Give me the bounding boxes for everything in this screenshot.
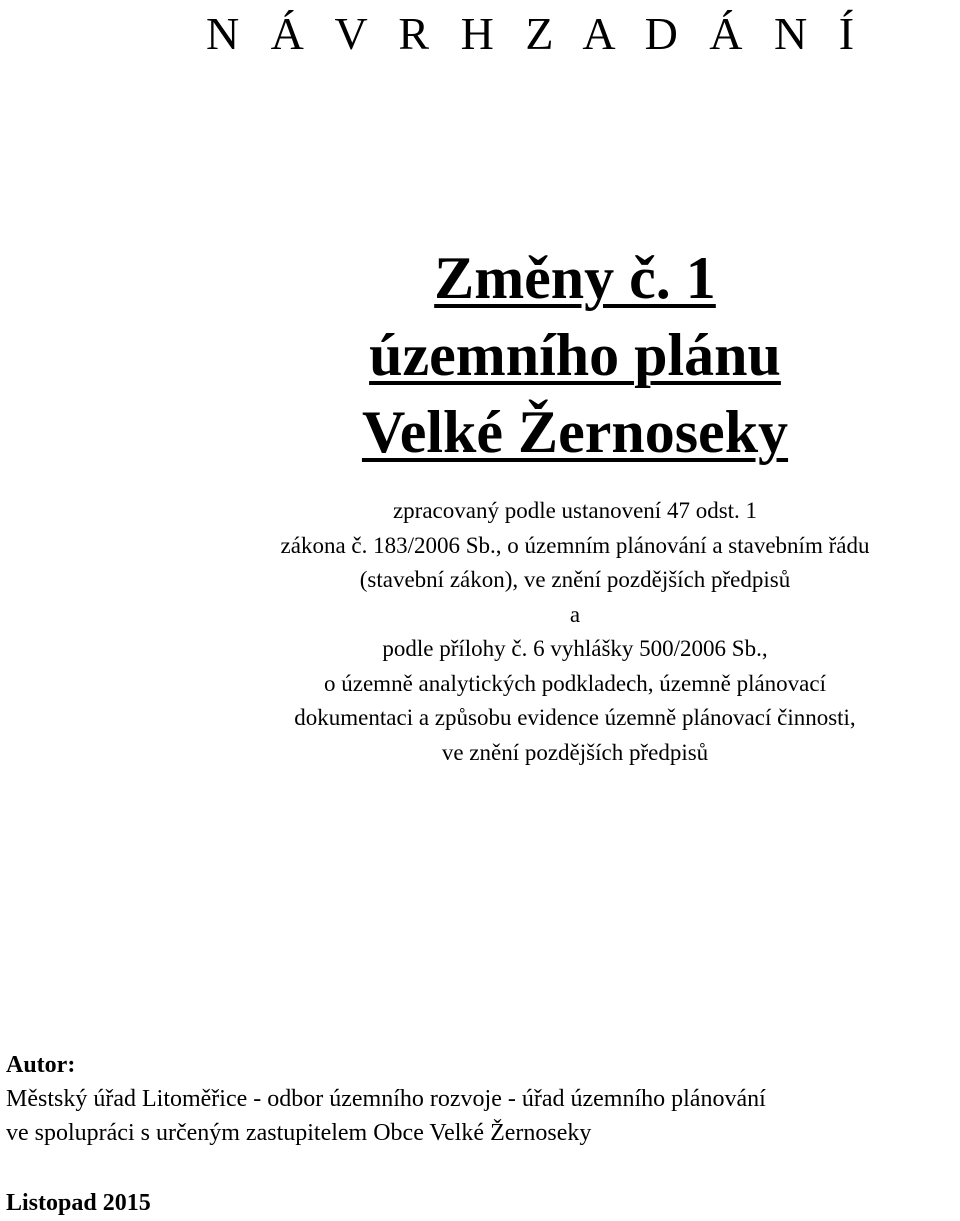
heading-line-municipality: Velké Žernoseky xyxy=(361,399,789,465)
legal-line: zpracovaný podle ustanovení 47 odst. 1 xyxy=(392,498,758,523)
legal-line: a xyxy=(569,601,581,627)
legal-line: podle přílohy č. 6 vyhlášky 500/2006 Sb., xyxy=(382,636,768,661)
legal-line: zákona č. 183/2006 Sb., o územním plánování a stavebním řádu xyxy=(280,532,870,558)
author-label: Autor: xyxy=(6,1052,76,1078)
document-date: Listopad 2015 xyxy=(6,1190,151,1216)
author-section xyxy=(6,1048,766,1150)
legal-line: (stavební zákon), ve znění pozdějších předpisů xyxy=(359,567,791,592)
legal-line: o územně analytických podkladech, územně plánovací xyxy=(324,670,826,696)
main-heading xyxy=(190,240,960,471)
author-office: Městský úřad Litoměřice - odbor územního rozvoje - úřad územního plánování xyxy=(6,1086,766,1112)
heading-line-change-number: Změny č. 1 xyxy=(434,245,716,311)
legal-line: dokumentaci a způsobu evidence územně plánovací činnosti, xyxy=(294,705,856,730)
legal-line: ve znění pozdějších předpisů xyxy=(441,739,709,765)
legal-basis-paragraph xyxy=(190,494,960,770)
document-title: N Á V R H Z A D Á N Í xyxy=(205,8,865,59)
heading-line-plan: územního plánu xyxy=(369,322,781,388)
author-cooperation: ve spolupráci s určeným zastupitelem Obce Velké Žernoseky xyxy=(6,1120,592,1146)
